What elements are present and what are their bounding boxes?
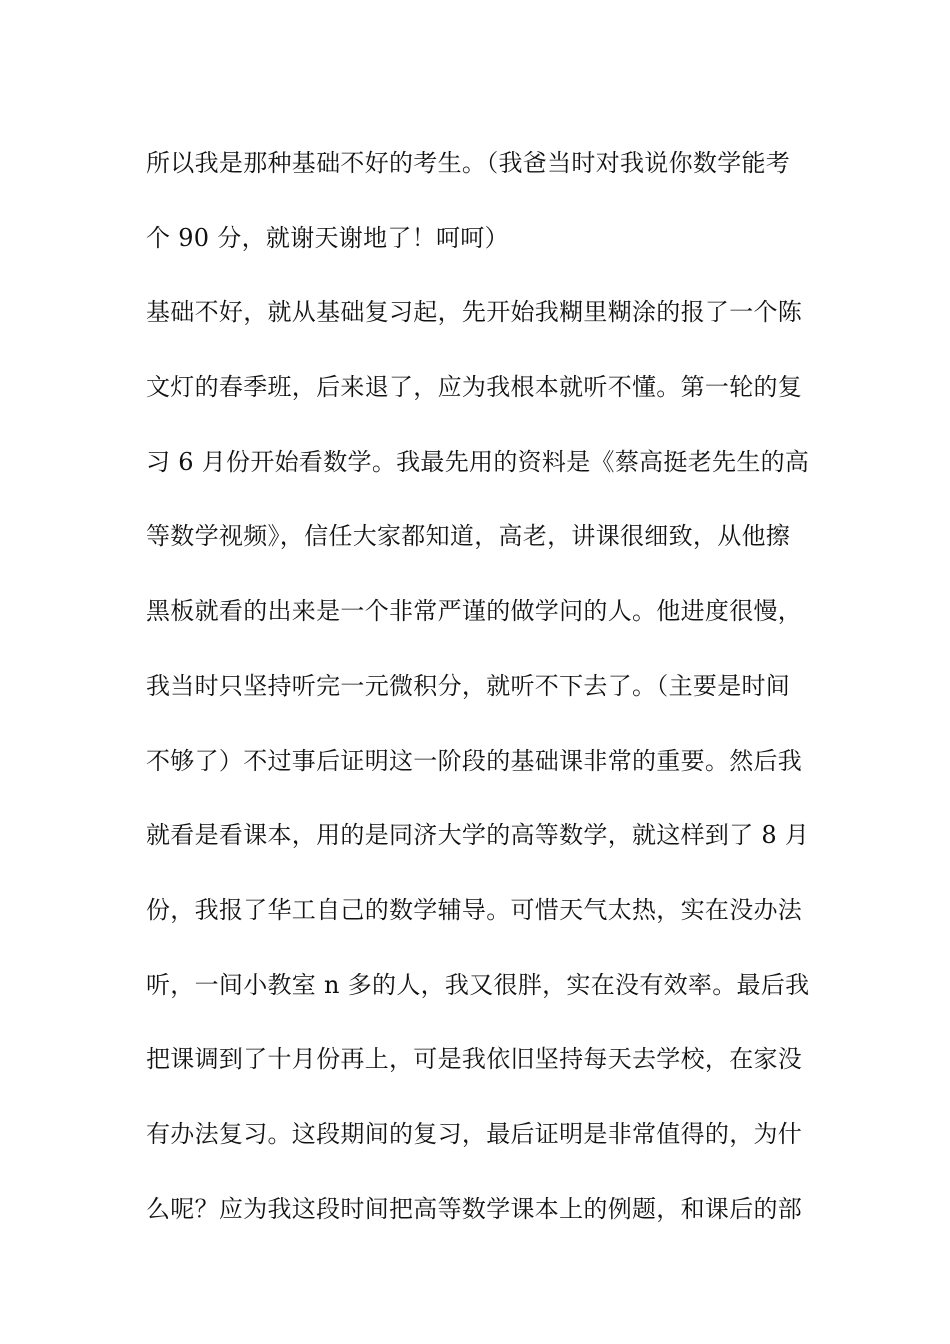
- text-line: 黑板就看的出来是一个非常严谨的做学问的人。他进度很慢，: [146, 597, 803, 626]
- text-line: 么呢？应为我这段时间把高等数学课本上的例题，和课后的部: [146, 1194, 803, 1223]
- text-line: 基础不好，就从基础复习起，先开始我糊里糊涂的报了一个陈: [146, 298, 803, 327]
- text-line: 习 6 月份开始看数学。我最先用的资料是《蔡高挺老先生的高: [146, 447, 810, 476]
- body-text: [146, 126, 816, 1246]
- text-line: 个 90 分，就谢天谢地了！呵呵）: [146, 223, 509, 252]
- text-line: 把课调到了十月份再上，可是我依旧坚持每天去学校，在家没: [146, 1045, 803, 1074]
- text-line: 份，我报了华工自己的数学辅导。可惜天气太热，实在没办法: [146, 895, 803, 924]
- text-line: 我当时只坚持听完一元微积分，就听不下去了。（主要是时间: [146, 671, 791, 700]
- text-line: 不够了）不过事后证明这一阶段的基础课非常的重要。然后我: [146, 746, 803, 775]
- text-line: 所以我是那种基础不好的考生。（我爸当时对我说你数学能考: [146, 149, 791, 177]
- text-line: 听，一间小教室 n 多的人，我又很胖，实在没有效率。最后我: [146, 970, 810, 999]
- text-line: 就看是看课本，用的是同济大学的高等数学，就这样到了 8 月: [146, 821, 810, 850]
- text-line: 文灯的春季班，后来退了，应为我根本就听不懂。第一轮的复: [146, 373, 803, 402]
- text-line: 有办法复习。这段期间的复习，最后证明是非常值得的，为什: [146, 1119, 803, 1148]
- text-line: 等数学视频》，信任大家都知道，高老，讲课很细致，从他擦: [146, 522, 791, 551]
